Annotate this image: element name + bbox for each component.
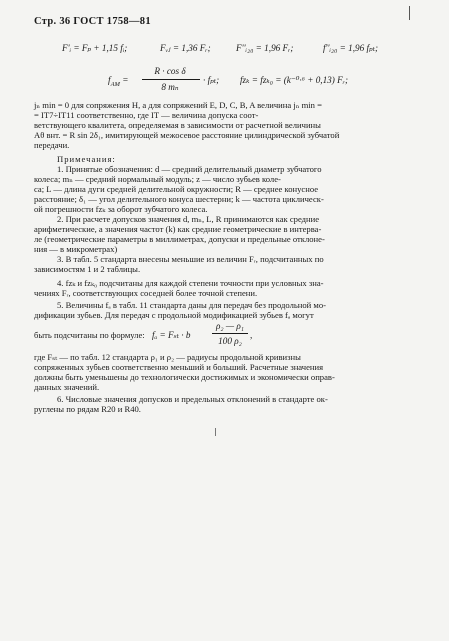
note-line-21: 6. Числовые значения допусков и предельных отклонений в стандарте ок- xyxy=(57,394,328,404)
note-line-9: ния — в микрометрах) xyxy=(34,244,118,254)
note-line-14: 5. Величины fₐ в табл. 11 стандарта даны для передач без продольной мо- xyxy=(57,300,327,310)
formula-fi-prime: F'ᵢ = Fₚ + 1,15 fᵢ; xyxy=(62,43,128,53)
note-line-12: 4. fzₖ и fzₖ₀ подсчитаны для каждой степени точности при условных зна- xyxy=(57,278,324,288)
notes-title: Примечания: xyxy=(57,154,116,164)
note-line-10: 3. В табл. 5 стандарта внесены меньшие из величин Fᵣ, подсчитанных по xyxy=(57,254,324,264)
fam-fraction-bar xyxy=(142,79,200,80)
body-line-2: = IT7÷IT11 соответственно, где IT — величина допуска соот- xyxy=(34,110,259,120)
formula-fzk: fzₖ = fzₖ₀ = (k⁻⁰·⁶ + 0,13) Fᵣ; xyxy=(240,75,349,85)
note-line-2: колеса; mₙ — средний нормальный модуль; z — число зубьев коле- xyxy=(34,174,281,184)
formula-fam-left xyxy=(108,75,128,88)
formula-fi20-lower: f''ᵢ₂₀ = 1,96 fₚₜ; xyxy=(323,43,379,53)
fa-formula-left: fₐ = Fₛₜ · b xyxy=(152,330,191,340)
note-line-8: ле (геометрические параметры в миллиметрах, допуски и предельные отклоне- xyxy=(34,234,325,244)
note-line-16: быть подсчитаны по формуле: xyxy=(34,330,145,340)
note-line-19: должны быть уменьшены до технологически достижимых и экономически оправ- xyxy=(34,372,335,382)
body-line-4: Aθ внт. = R sin 2δ₁, имитирующей межосевое расстояние цилиндрической зубчатой xyxy=(34,130,340,140)
fa-tail: , xyxy=(250,330,253,340)
note-line-11: зависимостям 1 и 2 таблицы. xyxy=(34,264,141,274)
formula-fvj: Fᵥⱼ = 1,36 Fᵣ; xyxy=(160,43,211,53)
note-line-15: дификации зубьев. Для передач с продольной модификацией зубьев fₐ могут xyxy=(34,310,314,320)
fa-denominator: 100 ρ₂ xyxy=(218,336,242,346)
note-line-17: где Fₛₜ — по табл. 12 стандарта ρ₁ и ρ₂ — радиусы продольной кривизны xyxy=(34,352,301,362)
note-line-1: 1. Принятые обозначения: d — средний делительный диаметр зубчатого xyxy=(57,164,322,174)
page-header: Стр. 36 ГОСТ 1758—81 xyxy=(34,16,151,27)
fam-equals: = xyxy=(122,75,129,85)
body-line-5: передачи. xyxy=(34,140,70,150)
fa-fraction-bar xyxy=(212,333,248,334)
fam-numerator: R · cos δ xyxy=(154,66,186,76)
note-line-7: арифметические, а значения частот (k) как средние геометрические в интерва- xyxy=(34,224,322,234)
note-line-20: данных значений. xyxy=(34,382,100,392)
fam-subscript: AM xyxy=(110,80,120,88)
body-line-3: ветствующего квалитета, определяемая в зависимости от расчетной величины xyxy=(34,120,321,130)
corner-mark xyxy=(409,6,410,20)
formula-fi20-dprime: F''ᵢ₂₀ = 1,96 Fᵣ; xyxy=(236,43,294,53)
body-line-1: jₙ min = 0 для сопряжения H, а для сопряжений E, D, C, B, A величина jₙ min = xyxy=(34,100,322,110)
note-line-5: ой погрешности fzₖ за оборот зубчатого колеса. xyxy=(34,204,208,214)
note-line-13: чениях Fᵣ, соответствующих соседней более точной степени. xyxy=(34,288,258,298)
note-line-18: сопряженных зубьев соответственно меньший и больший. Расчетные значения xyxy=(34,362,324,372)
note-line-6: 2. При расчете допусков значения d, mₙ, L, R принимаются как средние xyxy=(57,214,320,224)
fam-symbol: f xyxy=(108,75,111,85)
note-line-4: расстояние; δ₁ — угол делительного конуса шестерни; k — частота циклическ- xyxy=(34,194,324,204)
fa-numerator: ρ₂ — ρ₁ xyxy=(216,321,244,331)
note-line-3: са; L — длина дуги средней делительной окружности; R — среднее конусное xyxy=(34,184,319,194)
bottom-mark xyxy=(215,428,216,436)
fam-tail: · fₚₜ; xyxy=(203,75,220,85)
note-line-22: руглены по рядам R20 и R40. xyxy=(34,404,141,414)
fam-denominator: 8 mₙ xyxy=(161,82,179,92)
